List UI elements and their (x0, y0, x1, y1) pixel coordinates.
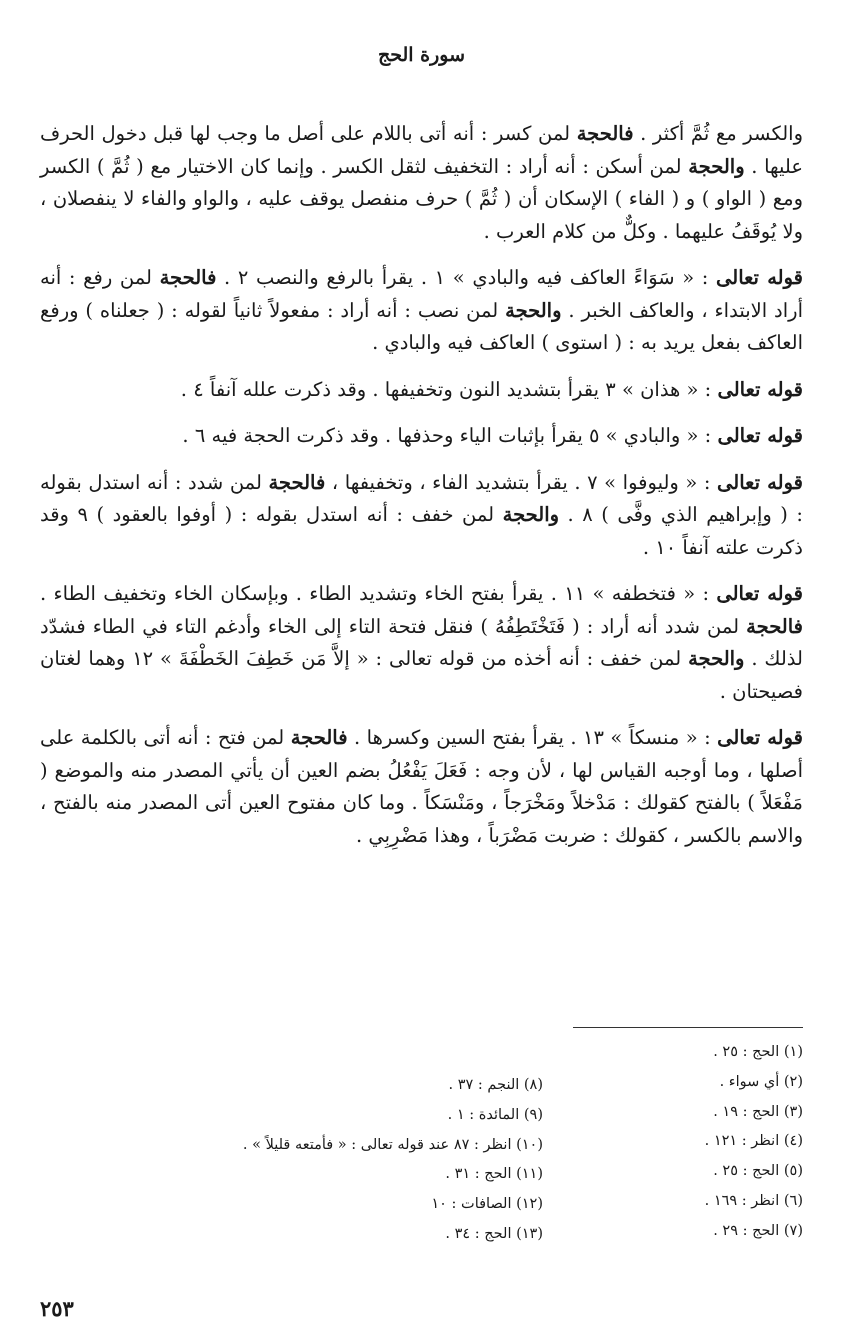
text-run: لمن رفع : أنه أراد الابتداء ، والعاكف الخبر . (40, 266, 803, 322)
keyword: والحجة (505, 298, 562, 322)
main-text (40, 118, 803, 866)
paragraph (40, 374, 803, 407)
keyword: فالحجة (268, 470, 326, 494)
keyword: قوله تعالى (716, 266, 803, 289)
paragraph (40, 262, 803, 360)
footnote-item: (١٠) انظر : ٨٧ عند قوله تعالى : « فأمتعه قليلاً » . (242, 1136, 543, 1153)
text-run: : « هذان » ٣ يقرأ بتشديد النون وتخفيفها . وقد ذكرت علله آنفاً ٤ . (180, 377, 718, 401)
keyword: قوله تعالى (717, 470, 803, 494)
keyword: والحجة (502, 503, 560, 526)
footnotes-column-right (603, 1038, 803, 1250)
text-run: لمن أسكن : أنه أراد : التخفيف لثقل الكسر . وإنما كان الاختيار مع ( ثُمَّ ) الكسر ومع ( الواو ) و ( الفاء ) الإسكان أن ( ثُمَّ ) حرف منفصل يوقف عليه ، والواو والفاء لا ينفصلان ، ولا يُوقَفُ عليهما . وكلٌّ من كلام العرب . (40, 154, 803, 243)
footnotes-column-left (243, 1038, 543, 1250)
text-run: لمن خفف : أنه أخذه من قوله تعالى : « إلاَّ مَن خَطِفَ الخَطْفَةَ » ١٢ وهما لغتان فصيحتان . (40, 647, 803, 703)
keyword: فالحجة (159, 266, 217, 289)
keyword: والحجة (688, 647, 745, 670)
footnote-item: (١١) الحج : ٣١ . (445, 1166, 543, 1183)
text-run: لمن شدد أنه أراد : ( فَتَخْتَطِفُهُ ) فنقل فتحة التاء إلى الخاء وأدغم التاء في الطاء فشدّد لذلك . (40, 614, 803, 670)
text-run: لمن خفف : أنه استدل بقوله : ( أوفوا بالعقود ) ٩ وقد ذكرت علته آنفاً ١٠ . (40, 503, 803, 559)
text-run: لمن شدد : أنه استدل بقوله : ( وإبراهيم الذي وفَّى ) ٨ . (40, 470, 803, 526)
text-run: : « فتخطفه » ١١ . يقرأ بفتح الخاء وتشديد الطاء . وبإسكان الخاء وتخفيف الطاء . (40, 582, 717, 605)
footnote-item: (١) الحج : ٢٥ . (713, 1044, 803, 1060)
keyword: فالحجة (576, 122, 634, 145)
text-run: : « منسكاً » ١٣ . يقرأ بفتح السين وكسرها . (347, 726, 718, 749)
text-run: لمن نصب : أنه أراد : مفعولاً ثانياً لقوله : ( جعلناه ) ورفع العاكف بفعل يريد به : ( استوى ) العاكف فيه والبادي . (40, 298, 803, 354)
text-run: : « وليوفوا » ٧ . يقرأ بتشديد الفاء ، وتخفيفها ، (325, 470, 718, 494)
keyword: قوله تعالى (717, 424, 803, 447)
running-header: سورة الحج (377, 44, 466, 66)
book-page (40, 0, 803, 1343)
text-run: لمن فتح : أنه أتى بالكلمة على أصلها ، وما أوجبه القياس لها ، لأن وجه : فَعَلَ يَفْعُلُ بضم العين أن يأتي المصدر منه والموضع ( مَفْعَلاً ) بالفتح كقولك : مَدْخلاً ومَخْرَجاً ، ومَنْسَكاً . وما كان مفتوح العين أتى المصدر منه بالفتح ، والاسم بالكسر ، كقولك : ضربت مَضْرَباً ، وهذا مَضْرِبِي . (40, 726, 803, 847)
paragraph (40, 467, 803, 565)
footnote-item: (١٣) الحج : ٣٤ . (445, 1225, 543, 1242)
paragraph (40, 420, 803, 453)
text-run: : « سَوَاءً العاكف فيه والبادي » ١ . يقرأ بالرفع والنصب ٢ . (216, 266, 717, 289)
text-run: : « والبادي » ٥ يقرأ بإثبات الياء وحذفها . وقد ذكرت الحجة فيه ٦ . (182, 424, 718, 447)
footnote-separator (573, 1027, 803, 1028)
footnote-item: (٣) الحج : ١٩ . (713, 1103, 803, 1120)
footnote-item: (٥) الحج : ٢٥ . (713, 1163, 803, 1180)
footnote-item: (٤) انظر : ١٢١ . (704, 1133, 803, 1150)
keyword: والحجة (688, 154, 745, 178)
keyword: فالحجة (290, 726, 348, 749)
footnote-item: (٩) المائدة : ١ . (447, 1106, 543, 1123)
paragraph (40, 722, 803, 852)
footnote-item: (١٢) الصافات : ١٠ (431, 1196, 543, 1213)
keyword: قوله تعالى (717, 377, 803, 401)
paragraph (40, 578, 803, 708)
keyword: فالحجة (746, 614, 803, 638)
page-number: ٢٥٣ (40, 1296, 74, 1321)
footnote-item: (٦) انظر : ١٦٩ . (704, 1192, 803, 1209)
footnote-item: (٢) أي سواء . (719, 1073, 803, 1090)
keyword: قوله تعالى (717, 726, 803, 749)
footnotes (40, 1038, 803, 1250)
paragraph (40, 118, 803, 248)
text-run: والكسر مع ثُمَّ أكثر . (633, 122, 803, 145)
footnote-item: (٨) النجم : ٣٧ . (448, 1077, 543, 1093)
text-run: لمن كسر : أنه أتى باللام على أصل ما وجب لها قبل دخول الحرف عليها . (40, 122, 803, 178)
keyword: قوله تعالى (716, 582, 804, 605)
footnote-item: (٧) الحج : ٢٩ . (713, 1222, 803, 1239)
